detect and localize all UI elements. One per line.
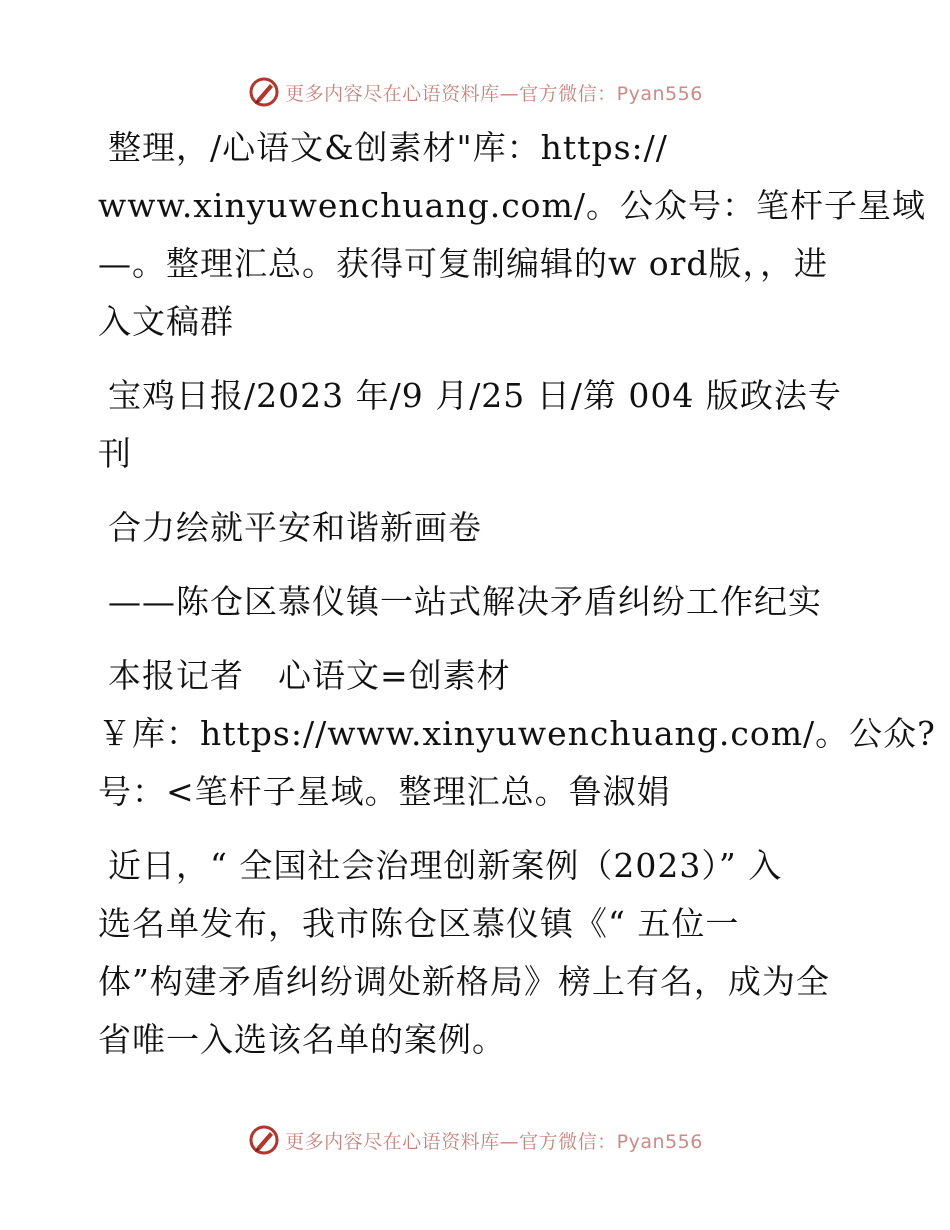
intro-line-3: —。整理汇总。获得可复制编辑的w ord版，，进 (98, 244, 829, 283)
byline-line-1: 本报记者 心语文=创素材 (108, 656, 511, 695)
body-line-2: 选名单发布，我市陈仓区慕仪镇《“ 五位一 (98, 904, 740, 943)
byline-line-3: 号：<笔杆子星域。整理汇总。鲁淑娟 (98, 772, 671, 811)
pen-logo-icon (247, 1123, 281, 1157)
watermark-text: 更多内容尽在心语资料库—官方微信：Pyan556 (285, 82, 703, 105)
source-line-2: 刊 (98, 434, 132, 473)
source-line-1: 宝鸡日报/2023 年/9 月/25 日/第 004 版政法专 (108, 376, 842, 415)
article-title: 合力绘就平安和谐新画卷 (108, 508, 482, 547)
intro-line-2: www.xinyuwenchuang.com/。公众号：笔杆子星域 (98, 186, 926, 225)
pen-logo-icon (247, 75, 281, 109)
header-watermark-banner (0, 72, 950, 112)
article-subtitle: ——陈仓区慕仪镇一站式解决矛盾纠纷工作纪实 (108, 582, 822, 621)
intro-line-4: 入文稿群 (98, 302, 234, 341)
watermark-text: 更多内容尽在心语资料库—官方微信：Pyan556 (285, 1130, 703, 1153)
byline-line-2: ￥库：https://www.xinyuwenchuang.com/。公众? (98, 714, 936, 753)
intro-line-1: 整理，/心语文&创素材"库：https:// (108, 128, 668, 167)
footer-watermark-banner (0, 1120, 950, 1160)
body-line-4: 省唯一入选该名单的案例。 (98, 1020, 506, 1059)
body-line-3: 体”构建矛盾纠纷调处新格局》榜上有名，成为全 (98, 962, 830, 1001)
body-line-1: 近日，“ 全国社会治理创新案例（2023）” 入 (108, 846, 783, 885)
